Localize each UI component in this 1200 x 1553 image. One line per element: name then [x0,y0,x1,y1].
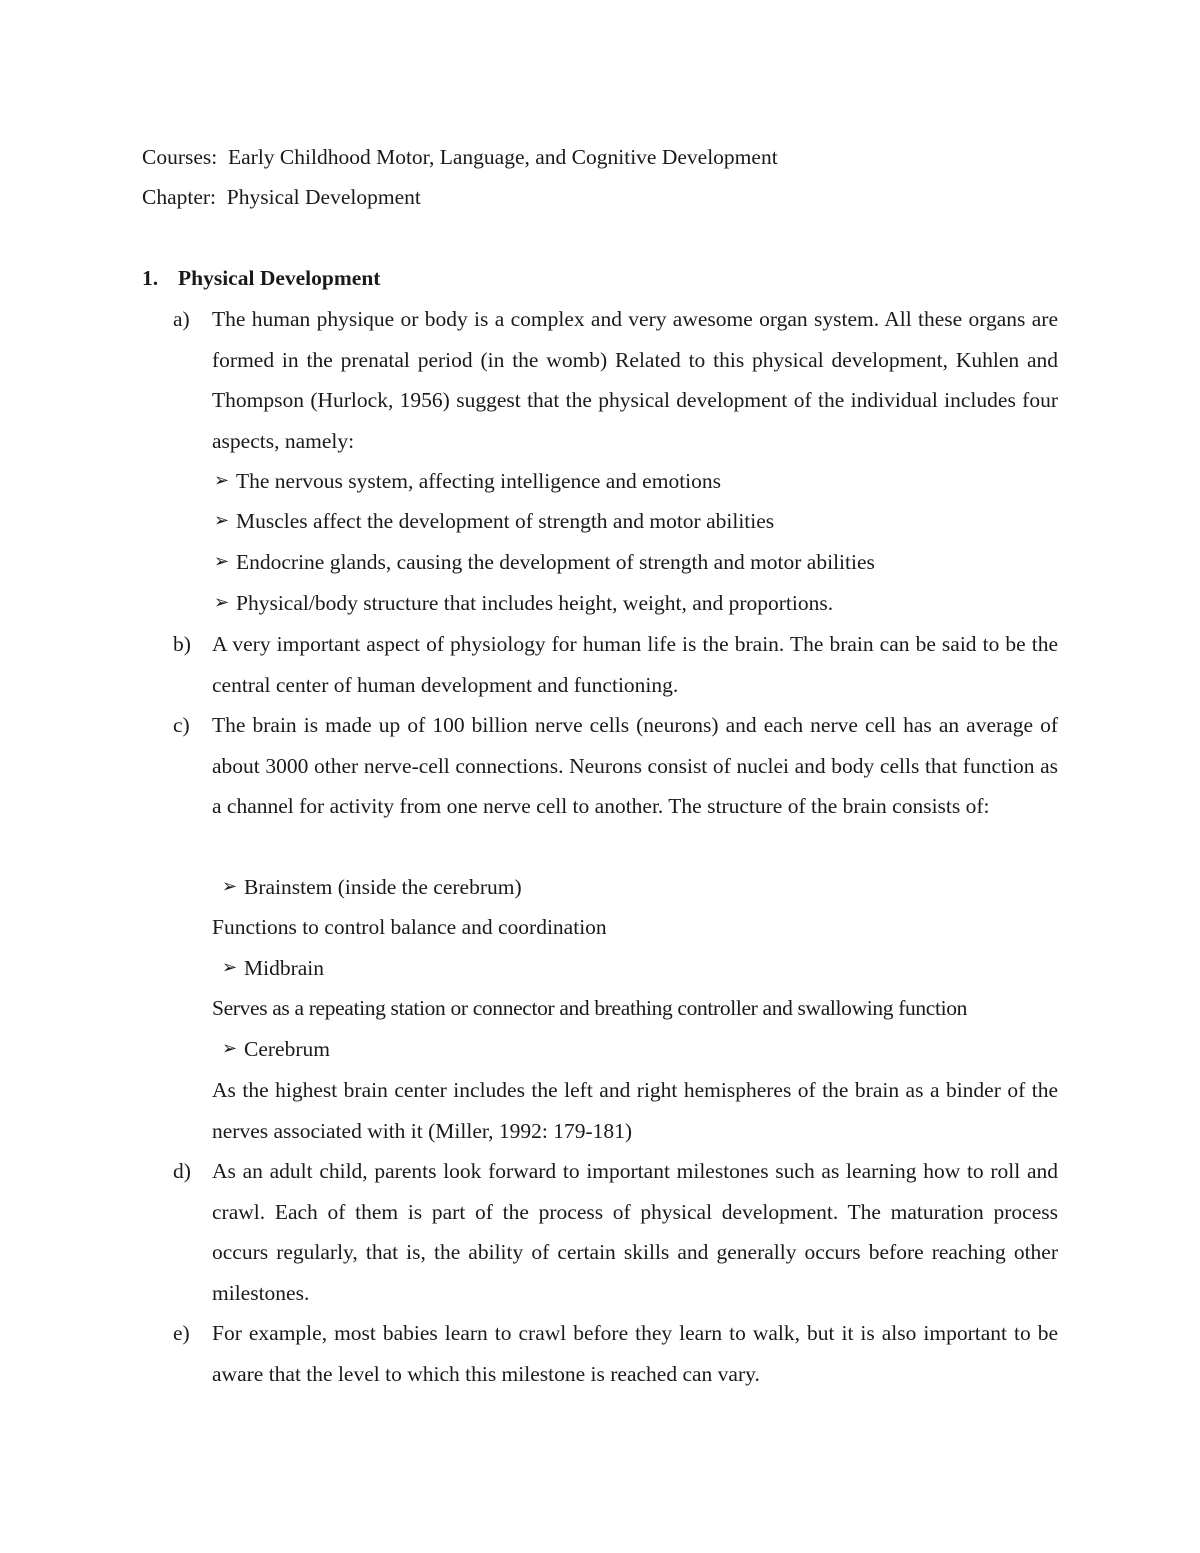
item-e-marker: e) [173,1321,190,1345]
brain-part-item [222,873,522,901]
bullet-text: Endocrine glands, causing the development of strength and motor abilities [236,550,875,574]
bullet-item [214,548,875,576]
item-d-marker: d) [173,1159,191,1183]
bullet-text: Muscles affect the development of strength and motor abilities [236,509,775,533]
brain-part-desc: Serves as a repeating station or connector and breathing controller and swallowing function [212,996,968,1020]
brain-part-item [222,954,324,982]
courses-value: Early Childhood Motor, Language, and Cognitive Development [228,145,778,169]
bullet-text: The nervous system, affecting intelligence and emotions [236,469,722,493]
chapter-value: Physical Development [226,185,421,209]
arrow-bullet-icon: ➢ [222,876,238,897]
arrow-bullet-icon: ➢ [214,510,230,531]
chapter-line [142,183,421,211]
arrow-bullet-icon: ➢ [222,1038,238,1059]
item-a-marker: a) [173,307,190,331]
item-c-marker: c) [173,713,190,737]
item-b-marker: b) [173,632,191,656]
item-e-text: For example, most babies learn to crawl before they learn to walk, but it is also important to be aware that the level to which this milestone is reached can vary. [212,1321,1058,1386]
item-a-text: The human physique or body is a complex and very awesome organ system. All these organs are formed in the prenatal period (in the womb) Related to this physical development, Kuhlen and Thompson (Hurlock, 1956) suggest that the physical development of the individual includes four aspects, namely: [212,307,1058,453]
arrow-bullet-icon: ➢ [214,470,230,491]
bullet-item [214,467,721,495]
bullet-item [214,589,833,617]
arrow-bullet-icon: ➢ [214,551,230,572]
brain-part-name: Brainstem (inside the cerebrum) [244,875,522,899]
arrow-bullet-icon: ➢ [222,957,238,978]
courses-label: Courses: [142,145,218,169]
bullet-item [214,507,774,535]
arrow-bullet-icon: ➢ [214,592,230,613]
brain-part-name: Midbrain [244,956,325,980]
brain-part-item [222,1035,330,1063]
section-title: Physical Development [178,266,381,290]
bullet-text: Physical/body structure that includes height, weight, and proportions. [236,591,834,615]
brain-part-desc: As the highest brain center includes the left and right hemispheres of the brain as a binder of the nerves associated with it (Miller, 1992: 179-181) [212,1078,1058,1143]
item-c-text: The brain is made up of 100 billion nerve cells (neurons) and each nerve cell has an average of about 3000 other nerve-cell connections. Neurons consist of nuclei and body cells that function as a channel for activity from one nerve cell to another. The structure of the brain consists of: [212,713,1058,819]
brain-part-name: Cerebrum [244,1037,330,1061]
section-number: 1. [142,266,159,290]
chapter-label: Chapter: [142,185,217,209]
item-d-text: As an adult child, parents look forward to important milestones such as learning how to roll and crawl. Each of them is part of the process of physical development. The maturation process occurs regularly, that is, the ability of certain skills and generally occurs before reaching other milestones. [212,1159,1058,1305]
brain-part-desc: Functions to control balance and coordination [212,915,607,939]
courses-line [142,143,778,171]
item-b-text: A very important aspect of physiology for human life is the brain. The brain can be said to be the central center of human development and functioning. [212,632,1058,697]
